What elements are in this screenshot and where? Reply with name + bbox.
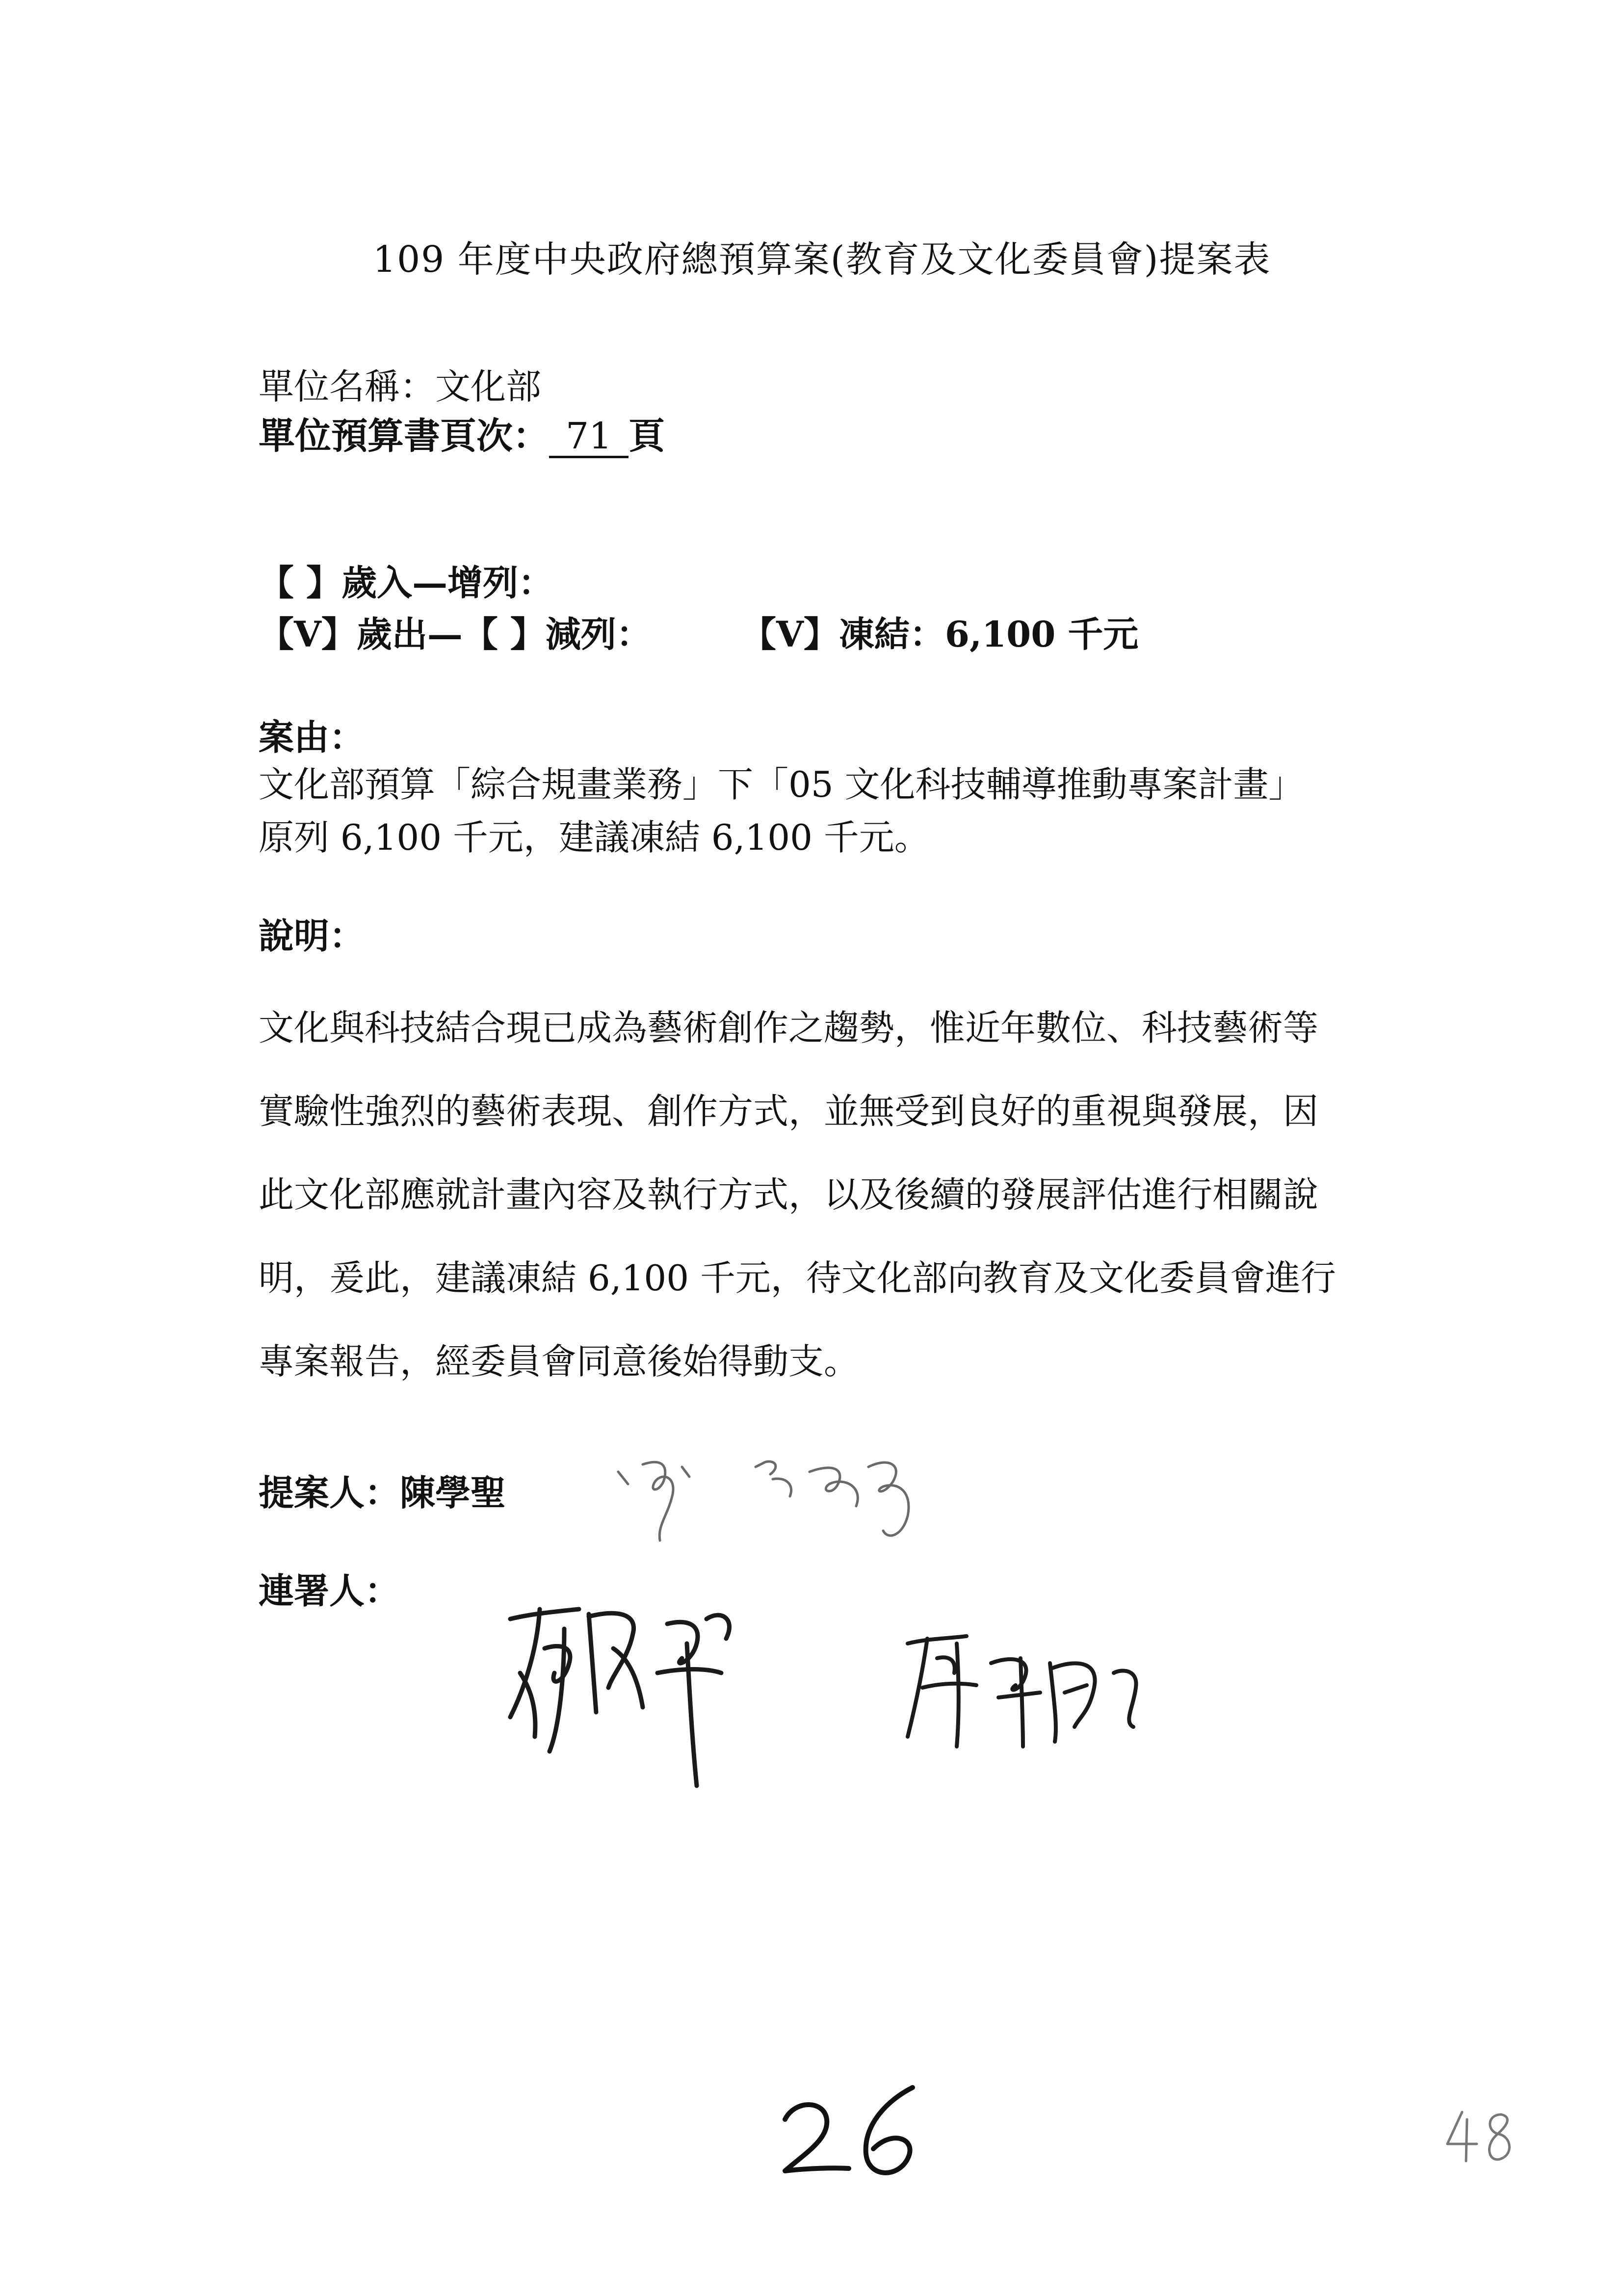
reason-line: 原列 6,100 千元，建議凍結 6,100 千元。 [259, 817, 930, 858]
cosigners-row [259, 1563, 400, 1614]
cosigners-label: 連署人： [259, 1570, 400, 1612]
explanation-line: 文化與科技結合現已成為藝術創作之趨勢，惟近年數位、科技藝術等 [259, 1007, 1319, 1048]
freeze-amount-row: 【V】凍結：6,100 千元 [741, 613, 1139, 655]
cosigner-signature [491, 1590, 844, 1800]
proposer-signature [608, 1437, 962, 1550]
explanation-line: 實驗性強烈的藝術表現、創作方式，並無受到良好的重視與發展，因 [259, 1091, 1319, 1132]
proposer-name: 陳學聖 [400, 1472, 506, 1513]
unit-budget-page-row [259, 407, 665, 459]
explanation-line: 專案報告，經委員會同意後始得動支。 [259, 1341, 860, 1382]
proposer-row [259, 1464, 506, 1515]
handwritten-corner-number [1438, 2105, 1526, 2168]
reason-label: 案由： [259, 716, 365, 758]
explanation-line: 明，爰此，建議凍結 6,100 千元，待文化部向教育及文化委員會進行 [259, 1257, 1336, 1299]
document-title: 109 年度中央政府總預算案(教育及文化委員會)提案表 [373, 238, 1271, 281]
reason-line: 文化部預算「綜合規畫業務」下「05 文化科技輔導推動專案計畫」 [259, 764, 1304, 805]
explanation-line: 此文化部應就計畫內容及執行方式，以及後續的發展評估進行相關說 [259, 1174, 1319, 1215]
unit-budget-page-label: 單位預算書頁次： [259, 415, 549, 457]
unit-name-value: 文化部 [435, 366, 542, 407]
explanation-text [259, 986, 1387, 1403]
revenue-increase-row: 【 】歲入—增列： [259, 562, 554, 603]
reason-text [259, 758, 1304, 864]
handwritten-page-number [765, 2080, 942, 2188]
unit-budget-page-value: 71 [549, 417, 629, 458]
proposer-label: 提案人： [259, 1472, 400, 1513]
explanation-label: 說明： [259, 915, 365, 957]
unit-name-label: 單位名稱： [259, 366, 436, 407]
unit-name-row [259, 358, 541, 409]
unit-budget-page-suffix: 頁 [629, 415, 665, 457]
expenditure-decrease-row: 【V】歲出—【 】減列： [259, 613, 652, 655]
cosigner-signature [893, 1629, 1168, 1756]
